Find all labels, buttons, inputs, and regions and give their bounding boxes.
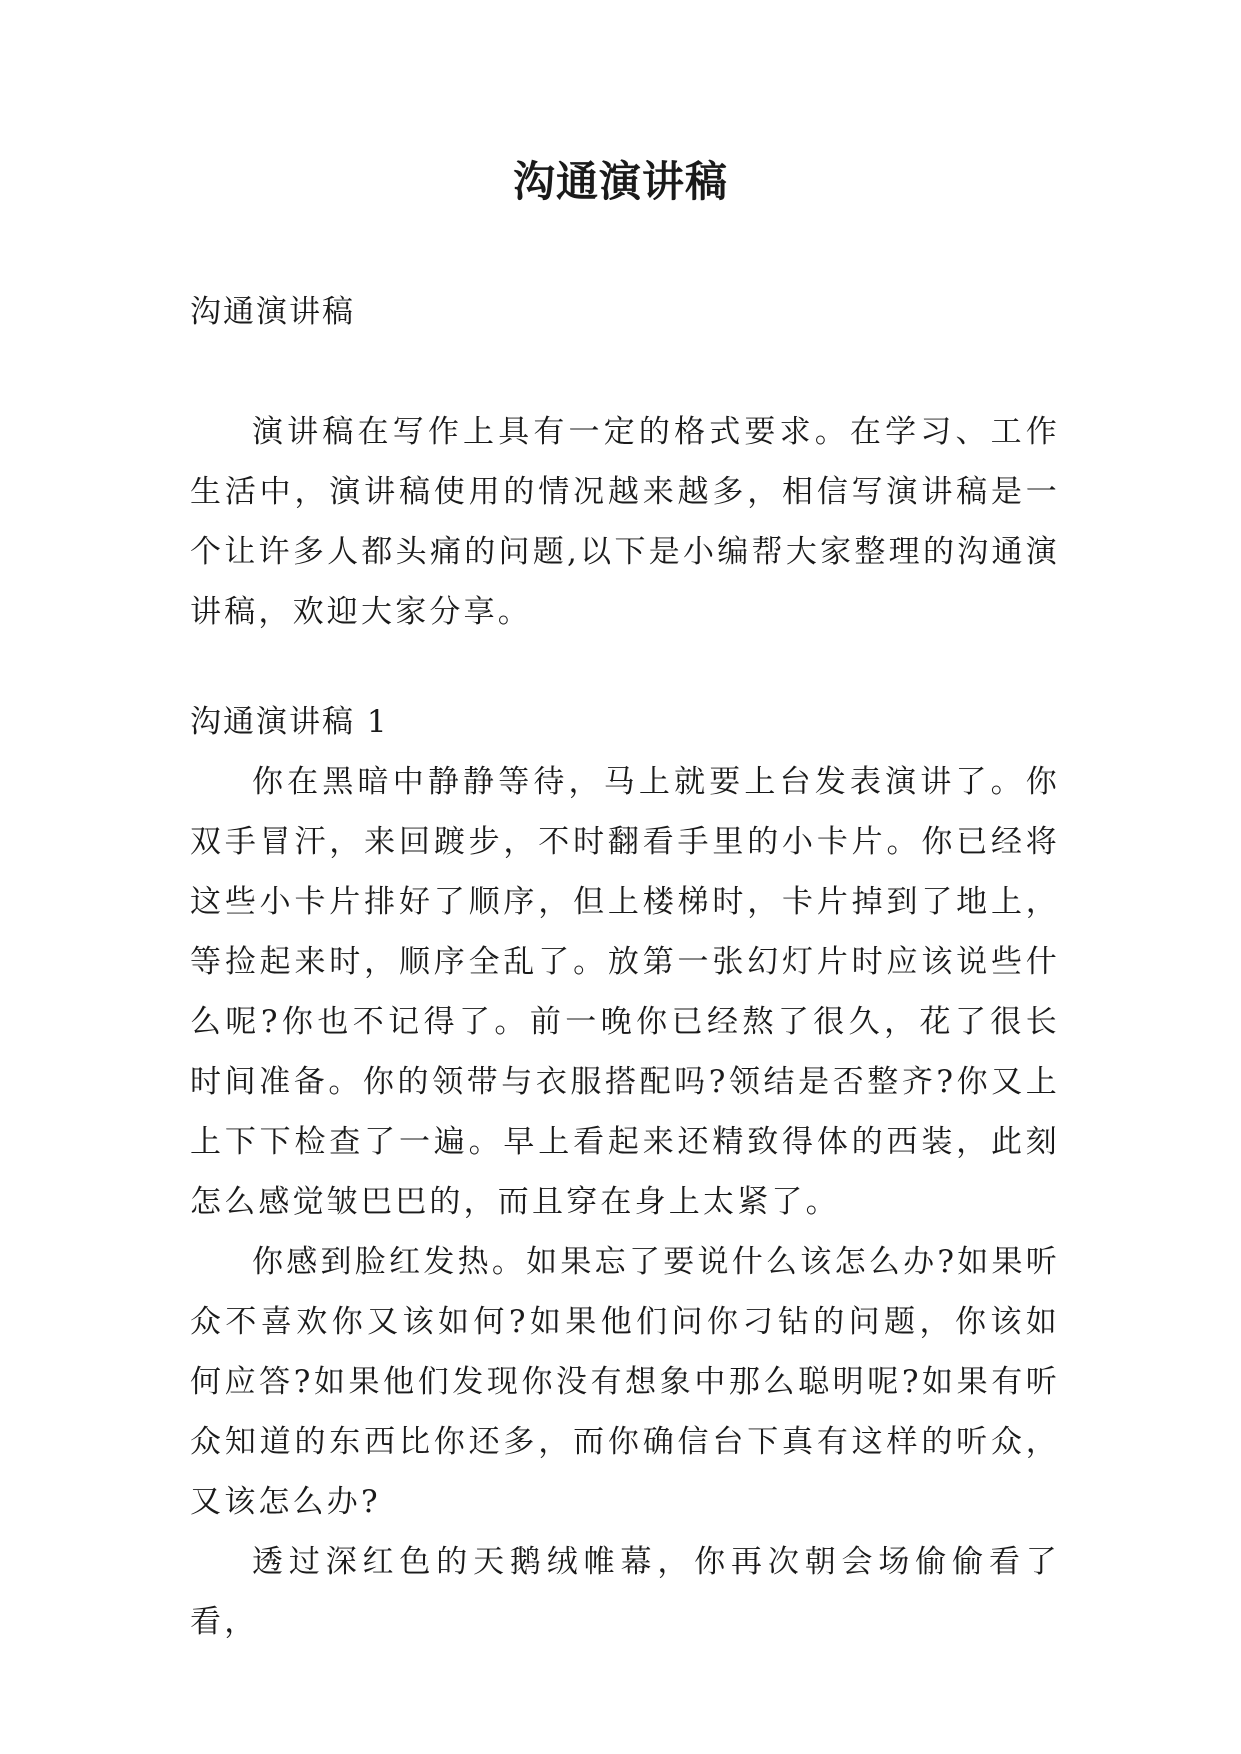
body-paragraph: 你感到脸红发热。如果忘了要说什么该怎么办?如果听众不喜欢你又该如何?如果他们问你刁钻的问题，你该如何应答?如果他们发现你没有想象中那么聪明呢?如果有听众知道的东西比你还多，而你确信台下真有这样的听众，又该怎么办? — [190, 1244, 1060, 1520]
intro-block — [190, 402, 1060, 642]
section-body — [190, 752, 1060, 1652]
body-paragraph: 透过深红色的天鹅绒帷幕，你再次朝会场偷偷看了看， — [190, 1544, 1060, 1640]
body-paragraph: 你在黑暗中静静等待，马上就要上台发表演讲了。你双手冒汗，来回踱步，不时翻看手里的小卡片。你已经将这些小卡片排好了顺序，但上楼梯时，卡片掉到了地上，等捡起来时，顺序全乱了。放第一张幻灯片时应该说些什么呢?你也不记得了。前一晚你已经熬了很久，花了很长时间准备。你的领带与衣服搭配吗?领结是否整齐?你又上上下下检查了一遍。早上看起来还精致得体的西装，此刻怎么感觉皱巴巴的，而且穿在身上太紧了。 — [190, 764, 1060, 1220]
intro-paragraph: 演讲稿在写作上具有一定的格式要求。在学习、工作生活中，演讲稿使用的情况越来越多，相信写演讲稿是一个让许多人都头痛的问题,以下是小编帮大家整理的沟通演讲稿，欢迎大家分享。 — [190, 414, 1060, 630]
section-heading: 沟通演讲稿 1 — [190, 704, 389, 740]
document-subtitle: 沟通演讲稿 — [190, 294, 355, 330]
document-title: 沟通演讲稿 — [512, 157, 728, 206]
